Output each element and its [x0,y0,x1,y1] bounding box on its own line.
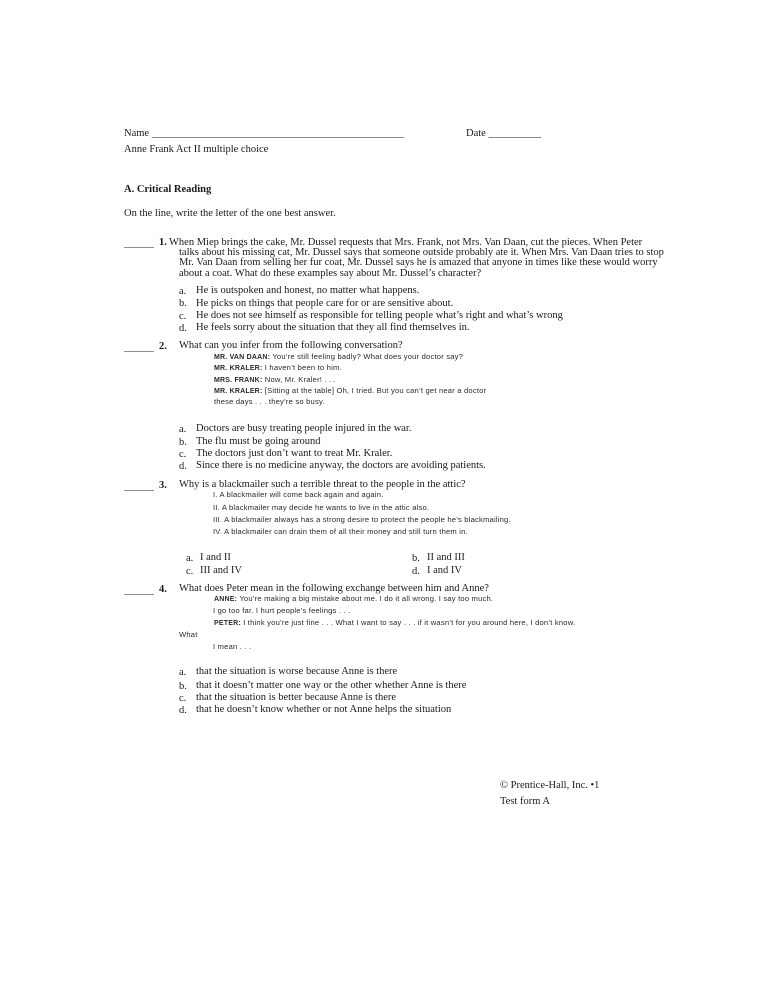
statement: III. A blackmailer always has a strong desire to protect the people he’s blackmailing. [213,515,511,524]
dialogue-line [214,396,325,407]
speaker-label: MR. KRALER: [214,365,263,372]
question-text: about a coat. What do these examples say about Mr. Dussel’s character? [179,268,482,279]
option-letter: b. [179,298,187,309]
section-instructions: On the line, write the letter of the one best answer. [124,208,336,219]
question-text: What does Peter mean in the following exchange between him and Anne? [179,583,489,594]
option-letter: c. [179,311,187,322]
option-letter: d. [179,323,187,334]
question-number: 2. [159,341,167,352]
option-letter: b. [179,437,187,448]
question-text: What can you infer from the following conversation? [179,340,403,351]
option-letter: d. [412,566,420,577]
option-text: He feels sorry about the situation that they all find themselves in. [196,322,470,333]
question-number: 4. [159,584,167,595]
name-field[interactable]: Name ________________________________________________ [124,128,404,139]
speaker-label: PETER: [214,620,241,627]
dialogue-text: [Sitting at the table] Oh, I tried. But you can’t get near a doctor [264,386,487,395]
question-text: When Miep brings the cake, Mr. Dussel requests that Mrs. Frank, not Mrs. Van Daan, cut the pieces. When Peter [169,237,643,248]
option-letter: d. [179,461,187,472]
option-text: III and IV [200,565,242,576]
dialogue-line [214,593,493,605]
statement: IV. A blackmailer can drain them of all their money and still turn them in. [213,527,468,536]
option-letter: a. [179,286,187,297]
option-letter: a. [186,553,194,564]
date-field[interactable]: Date __________ [466,128,541,139]
option-text: that it doesn’t matter one way or the other whether Anne is there [196,680,467,691]
option-text: that he doesn’t know whether or not Anne helps the situation [196,704,452,715]
dialogue-text: these days . . . they’re so busy. [214,397,325,406]
option-text: Since there is no medicine anyway, the doctors are avoiding patients. [196,460,486,471]
question-text: talks about his missing cat, Mr. Dussel says that someone outside probably ate it. When Mrs. Van Daan tries to stop [179,247,664,258]
test-form-label: Test form A [500,796,551,807]
option-text: that the situation is better because Anne is there [196,692,397,703]
option-letter: c. [186,566,194,577]
option-text: The doctors just don’t want to treat Mr. Kraler. [196,448,393,459]
section-title: A. Critical Reading [124,184,212,195]
dialogue-line [214,617,575,629]
dialogue-text: You’re making a big mistake about me. I do it all wrong. I say too much. [239,594,494,603]
option-letter: a. [179,667,187,678]
speaker-label: ANNE: [214,596,238,603]
answer-blank[interactable]: ______ [124,342,154,353]
option-text: I and II [200,552,231,563]
answer-blank[interactable]: ______ [124,585,154,596]
option-letter: d. [179,705,187,716]
option-letter: c. [179,449,187,460]
option-text: The flu must be going around [196,436,321,447]
option-text: I and IV [427,565,462,576]
dialogue-line [213,605,350,616]
statement: I. A blackmailer will come back again and again. [213,490,384,499]
answer-blank[interactable]: ______ [124,481,154,492]
copyright-notice: © Prentice-Hall, Inc. •1 [500,780,600,791]
dialogue-text: I go too far. I hurt people’s feelings . . . [213,606,351,615]
option-text: Doctors are busy treating people injured in the war. [196,423,412,434]
dialogue-text: Now, Mr. Kraler! . . . [264,375,336,384]
dialogue-line [214,362,342,374]
option-letter: c. [179,693,187,704]
statement: II. A blackmailer may decide he wants to live in the attic also. [213,503,430,512]
speaker-label: MRS. FRANK: [214,377,263,384]
question-number: 3. [159,480,167,491]
stray-text: What [179,630,198,639]
option-letter: b. [412,553,420,564]
dialogue-text: You’re still feeling badly? What does your doctor say? [272,352,464,361]
question-number: 1. [159,237,167,248]
option-text: that the situation is worse because Anne is there [196,666,398,677]
answer-blank[interactable]: ______ [124,238,154,249]
speaker-label: MR. KRALER: [214,388,263,395]
dialogue-text: I mean . . . [213,642,252,651]
option-text: He is outspoken and honest, no matter what happens. [196,285,420,296]
dialogue-text: I haven’t been to him. [264,363,342,372]
option-text: He does not see himself as responsible for telling people what’s right and what’s wrong [196,310,563,321]
dialogue-line [213,641,251,652]
option-text: II and III [427,552,465,563]
speaker-label: MR. VAN DAAN: [214,354,271,361]
option-letter: a. [179,424,187,435]
option-text: He picks on things that people care for or are sensitive about. [196,298,454,309]
question-text: Mr. Van Daan from selling her fur coat, Mr. Dussel says he is amazed that anyone in times like these would worry [179,257,658,268]
dialogue-text: I think you’re just fine . . . What I want to say . . . if it wasn’t for you around here, I don’t know. [243,618,576,627]
test-subtitle: Anne Frank Act II multiple choice [124,144,269,155]
question-text: Why is a blackmailer such a terrible threat to the people in the attic? [179,479,466,490]
option-letter: b. [179,681,187,692]
